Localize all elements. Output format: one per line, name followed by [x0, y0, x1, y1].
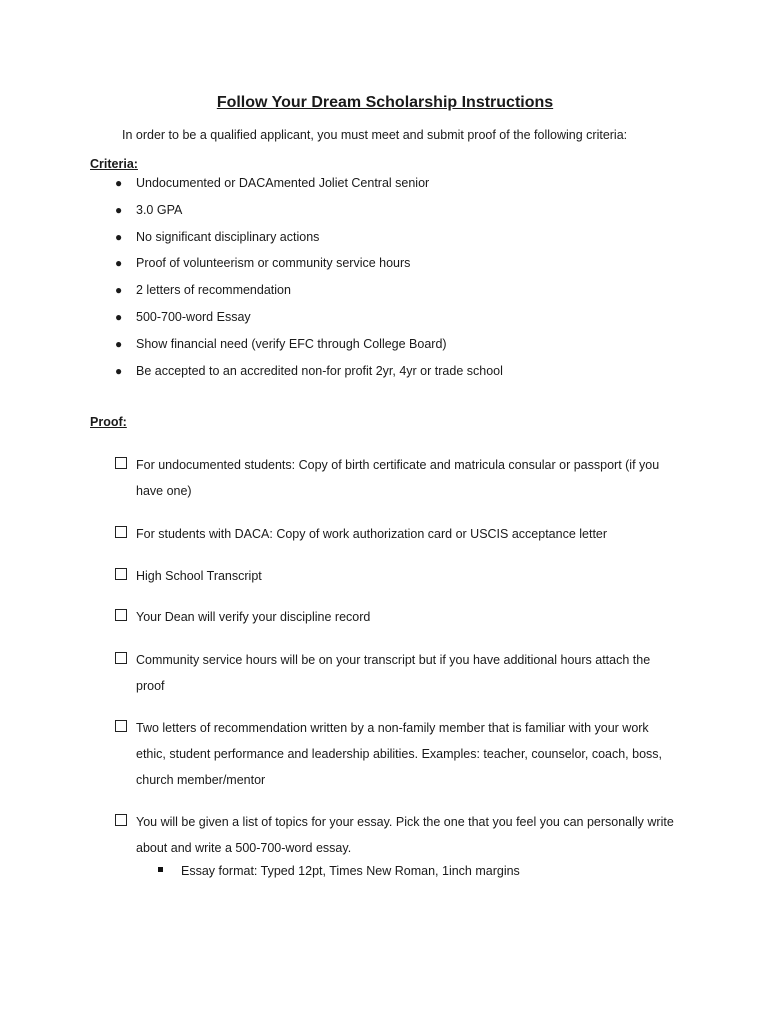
proof-heading: Proof: — [90, 415, 127, 429]
checkbox[interactable] — [115, 457, 127, 469]
criteria-item-text: 500-700-word Essay — [136, 309, 251, 324]
bullet-icon: ● — [115, 363, 123, 378]
proof-item-text: Community service hours will be on your transcript but if you have additional hours attach the proof — [136, 653, 651, 693]
checkbox[interactable] — [115, 526, 127, 538]
proof-item-text: For students with DACA: Copy of work authorization card or USCIS acceptance letter — [136, 527, 608, 541]
criteria-item-text: Undocumented or DACAmented Joliet Central senior — [136, 176, 430, 190]
criteria-item — [0, 176, 770, 203]
bullet-icon: ● — [115, 336, 123, 351]
criteria-item — [0, 310, 770, 337]
bullet-icon: ● — [115, 256, 123, 271]
proof-item-text: You will be given a list of topics for your essay. Pick the one that you feel you can personally write about and write a 500-700-word essay. — [136, 815, 674, 855]
checkbox[interactable] — [115, 568, 127, 580]
checkbox[interactable] — [115, 609, 127, 621]
criteria-item — [0, 364, 770, 391]
criteria-item — [0, 337, 770, 364]
criteria-item — [0, 203, 770, 230]
proof-item-text: Your Dean will verify your discipline record — [136, 610, 371, 624]
criteria-item — [0, 256, 770, 283]
criteria-item-text: Proof of volunteerism or community service hours — [136, 256, 411, 271]
bullet-icon: ● — [115, 202, 123, 217]
criteria-item — [0, 283, 770, 310]
square-bullet-icon — [158, 867, 163, 872]
criteria-item — [0, 230, 770, 257]
essay-format-text: Essay format: Typed 12pt, Times New Roman, 1inch margins — [181, 864, 520, 878]
checkbox[interactable] — [115, 814, 127, 826]
intro-text: In order to be a qualified applicant, you must meet and submit proof of the following criteria: — [122, 128, 628, 142]
criteria-item-text: 3.0 GPA — [136, 202, 183, 217]
bullet-icon: ● — [115, 309, 123, 324]
criteria-item-text: No significant disciplinary actions — [136, 229, 320, 244]
proof-item-text: For undocumented students: Copy of birth certificate and matricula consular or passport (if you have one) — [136, 458, 660, 498]
bullet-icon: ● — [115, 176, 123, 190]
criteria-item-text: Show financial need (verify EFC through College Board) — [136, 336, 447, 351]
checkbox[interactable] — [115, 720, 127, 732]
proof-item-text: Two letters of recommendation written by a non-family member that is familiar with your work ethic, student performance and leadership abilities. Examples: teacher, counselor, coach, boss, church member/mentor — [136, 721, 662, 787]
checkbox[interactable] — [115, 652, 127, 664]
criteria-item-text: Be accepted to an accredited non-for profit 2yr, 4yr or trade school — [136, 363, 503, 378]
bullet-icon: ● — [115, 283, 123, 298]
bullet-icon: ● — [115, 229, 123, 244]
page-title: Follow Your Dream Scholarship Instructions — [216, 94, 554, 111]
criteria-heading: Criteria: — [90, 157, 138, 171]
criteria-list — [0, 176, 770, 390]
criteria-item-text: 2 letters of recommendation — [136, 283, 291, 298]
proof-item-text: High School Transcript — [136, 569, 262, 583]
